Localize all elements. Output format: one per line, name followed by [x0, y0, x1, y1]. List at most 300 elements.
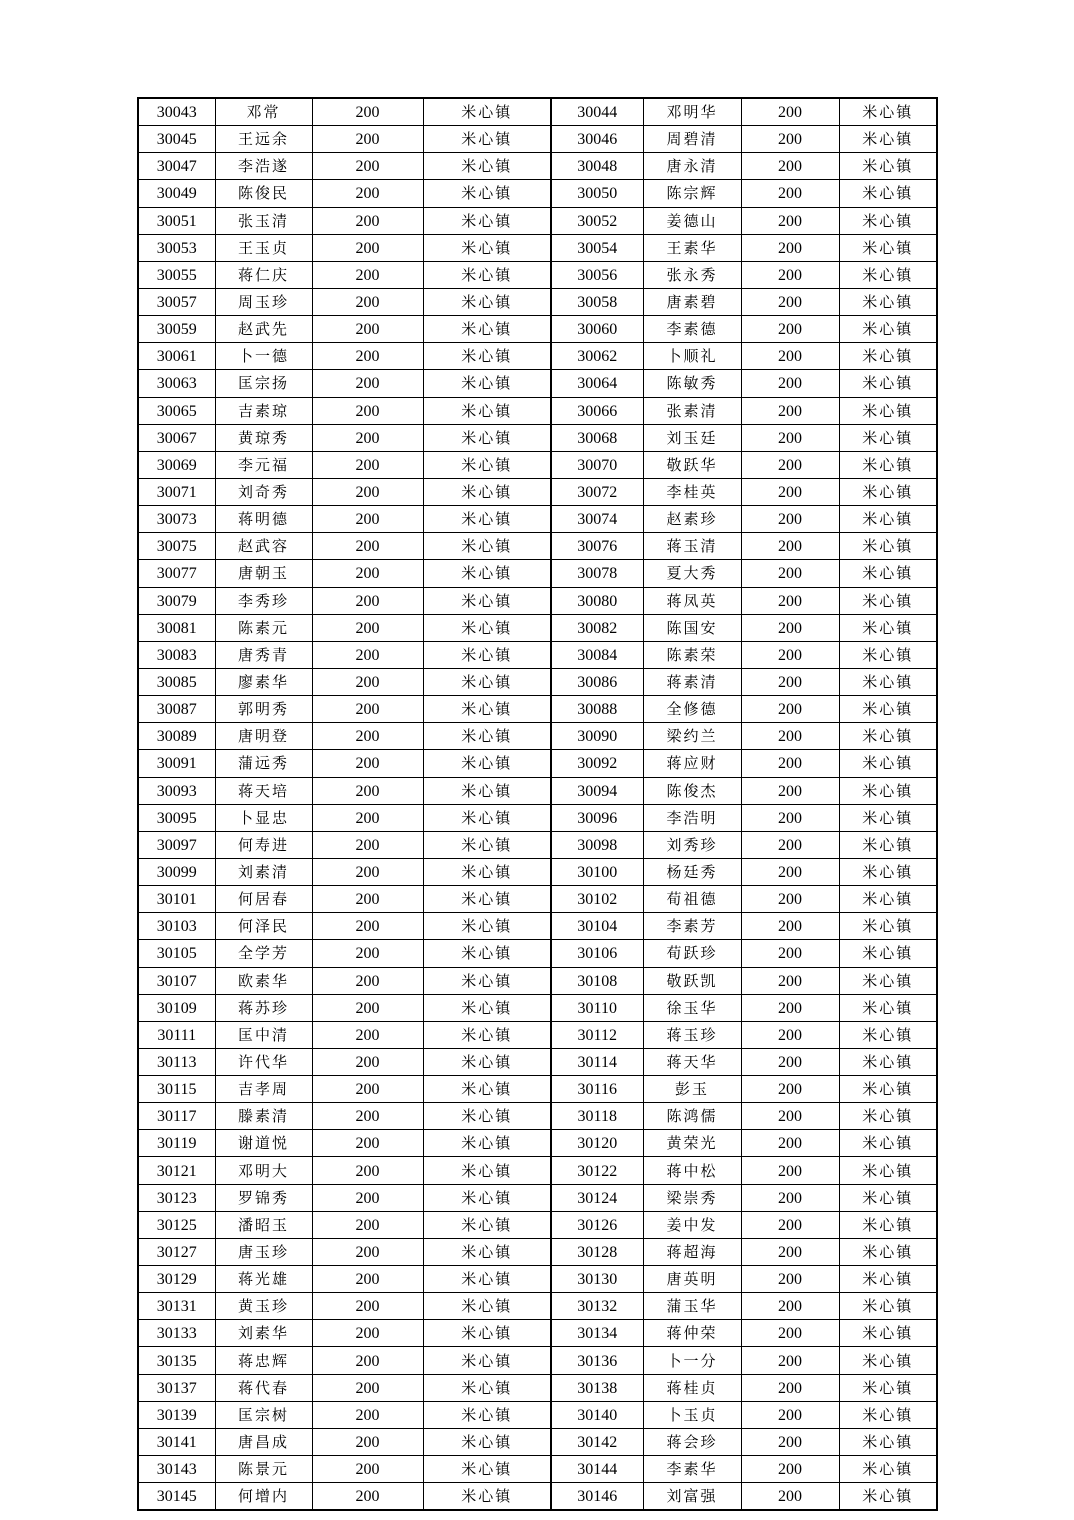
record-id-cell: 30140	[551, 1401, 643, 1428]
amount-cell: 200	[741, 777, 839, 804]
town-cell: 米心镇	[839, 1211, 937, 1238]
amount-cell: 200	[312, 1483, 423, 1511]
town-cell: 米心镇	[423, 886, 551, 913]
town-cell: 米心镇	[423, 261, 551, 288]
person-name-cell: 陈敏秀	[643, 370, 741, 397]
record-id-cell: 30064	[551, 370, 643, 397]
record-id-cell: 30084	[551, 641, 643, 668]
table-row	[138, 98, 937, 126]
town-cell: 米心镇	[423, 587, 551, 614]
person-name-cell: 郭明秀	[215, 696, 312, 723]
amount-cell: 200	[741, 1238, 839, 1265]
person-name-cell: 刘素清	[215, 858, 312, 885]
person-name-cell: 滕素清	[215, 1103, 312, 1130]
town-cell: 米心镇	[423, 370, 551, 397]
record-id-cell: 30071	[138, 478, 215, 505]
record-id-cell: 30066	[551, 397, 643, 424]
person-name-cell: 蒋超海	[643, 1238, 741, 1265]
town-cell: 米心镇	[839, 1103, 937, 1130]
table-row	[138, 1320, 937, 1347]
amount-cell: 200	[741, 994, 839, 1021]
person-name-cell: 荀跃珍	[643, 940, 741, 967]
town-cell: 米心镇	[423, 750, 551, 777]
amount-cell: 200	[312, 940, 423, 967]
town-cell: 米心镇	[423, 723, 551, 750]
record-id-cell: 30120	[551, 1130, 643, 1157]
amount-cell: 200	[312, 1048, 423, 1075]
town-cell: 米心镇	[423, 1103, 551, 1130]
person-name-cell: 唐玉珍	[215, 1238, 312, 1265]
record-id-cell: 30122	[551, 1157, 643, 1184]
amount-cell: 200	[312, 913, 423, 940]
amount-cell: 200	[312, 560, 423, 587]
table-row	[138, 587, 937, 614]
town-cell: 米心镇	[839, 1184, 937, 1211]
record-id-cell: 30095	[138, 804, 215, 831]
person-name-cell: 蒋玉清	[643, 533, 741, 560]
amount-cell: 200	[312, 1401, 423, 1428]
table-row	[138, 180, 937, 207]
person-name-cell: 陈素荣	[643, 641, 741, 668]
amount-cell: 200	[312, 478, 423, 505]
town-cell: 米心镇	[839, 126, 937, 153]
town-cell: 米心镇	[423, 1401, 551, 1428]
record-id-cell: 30112	[551, 1021, 643, 1048]
table-row	[138, 234, 937, 261]
record-id-cell: 30129	[138, 1266, 215, 1293]
town-cell: 米心镇	[839, 180, 937, 207]
town-cell: 米心镇	[839, 1021, 937, 1048]
table-row	[138, 1428, 937, 1455]
amount-cell: 200	[312, 1266, 423, 1293]
record-id-cell: 30130	[551, 1266, 643, 1293]
record-id-cell: 30133	[138, 1320, 215, 1347]
amount-cell: 200	[312, 1211, 423, 1238]
amount-cell: 200	[741, 614, 839, 641]
record-id-cell: 30058	[551, 288, 643, 315]
town-cell: 米心镇	[839, 994, 937, 1021]
amount-cell: 200	[312, 126, 423, 153]
record-id-cell: 30072	[551, 478, 643, 505]
table-row	[138, 668, 937, 695]
town-cell: 米心镇	[423, 668, 551, 695]
record-id-cell: 30100	[551, 858, 643, 885]
record-id-cell: 30144	[551, 1456, 643, 1483]
amount-cell: 200	[312, 1347, 423, 1374]
amount-cell: 200	[741, 560, 839, 587]
amount-cell: 200	[312, 804, 423, 831]
town-cell: 米心镇	[839, 858, 937, 885]
town-cell: 米心镇	[423, 696, 551, 723]
record-id-cell: 30053	[138, 234, 215, 261]
table-row	[138, 126, 937, 153]
town-cell: 米心镇	[423, 1374, 551, 1401]
amount-cell: 200	[741, 1184, 839, 1211]
town-cell: 米心镇	[839, 614, 937, 641]
town-cell: 米心镇	[839, 397, 937, 424]
town-cell: 米心镇	[423, 1293, 551, 1320]
record-id-cell: 30094	[551, 777, 643, 804]
town-cell: 米心镇	[423, 1266, 551, 1293]
town-cell: 米心镇	[423, 1347, 551, 1374]
person-name-cell: 李素芳	[643, 913, 741, 940]
record-id-cell: 30114	[551, 1048, 643, 1075]
record-id-cell: 30088	[551, 696, 643, 723]
roster-body	[138, 98, 937, 1510]
town-cell: 米心镇	[839, 668, 937, 695]
amount-cell: 200	[741, 1483, 839, 1511]
record-id-cell: 30124	[551, 1184, 643, 1211]
record-id-cell: 30127	[138, 1238, 215, 1265]
amount-cell: 200	[741, 261, 839, 288]
record-id-cell: 30102	[551, 886, 643, 913]
amount-cell: 200	[312, 886, 423, 913]
record-id-cell: 30111	[138, 1021, 215, 1048]
town-cell: 米心镇	[423, 1076, 551, 1103]
person-name-cell: 徐玉华	[643, 994, 741, 1021]
amount-cell: 200	[312, 397, 423, 424]
amount-cell: 200	[312, 370, 423, 397]
town-cell: 米心镇	[839, 913, 937, 940]
person-name-cell: 周碧清	[643, 126, 741, 153]
table-row	[138, 777, 937, 804]
town-cell: 米心镇	[839, 1456, 937, 1483]
table-row	[138, 316, 937, 343]
town-cell: 米心镇	[839, 641, 937, 668]
amount-cell: 200	[741, 831, 839, 858]
record-id-cell: 30132	[551, 1293, 643, 1320]
person-name-cell: 王素华	[643, 234, 741, 261]
record-id-cell: 30118	[551, 1103, 643, 1130]
town-cell: 米心镇	[423, 940, 551, 967]
record-id-cell: 30054	[551, 234, 643, 261]
town-cell: 米心镇	[839, 777, 937, 804]
town-cell: 米心镇	[423, 1157, 551, 1184]
record-id-cell: 30137	[138, 1374, 215, 1401]
table-row	[138, 506, 937, 533]
amount-cell: 200	[741, 696, 839, 723]
person-name-cell: 陈景元	[215, 1456, 312, 1483]
amount-cell: 200	[741, 804, 839, 831]
amount-cell: 200	[312, 831, 423, 858]
amount-cell: 200	[741, 343, 839, 370]
record-id-cell: 30106	[551, 940, 643, 967]
record-id-cell: 30101	[138, 886, 215, 913]
town-cell: 米心镇	[423, 234, 551, 261]
town-cell: 米心镇	[839, 1048, 937, 1075]
person-name-cell: 张素清	[643, 397, 741, 424]
record-id-cell: 30050	[551, 180, 643, 207]
amount-cell: 200	[312, 424, 423, 451]
amount-cell: 200	[741, 1428, 839, 1455]
record-id-cell: 30043	[138, 98, 215, 126]
person-name-cell: 蒋苏珍	[215, 994, 312, 1021]
town-cell: 米心镇	[423, 533, 551, 560]
town-cell: 米心镇	[839, 261, 937, 288]
person-name-cell: 王玉贞	[215, 234, 312, 261]
person-name-cell: 蒋代春	[215, 1374, 312, 1401]
table-row	[138, 858, 937, 885]
person-name-cell: 吉孝周	[215, 1076, 312, 1103]
town-cell: 米心镇	[423, 1456, 551, 1483]
record-id-cell: 30119	[138, 1130, 215, 1157]
table-row	[138, 1347, 937, 1374]
table-row	[138, 288, 937, 315]
table-row	[138, 641, 937, 668]
person-name-cell: 李浩遂	[215, 153, 312, 180]
table-row	[138, 1048, 937, 1075]
record-id-cell: 30107	[138, 967, 215, 994]
amount-cell: 200	[741, 1157, 839, 1184]
record-id-cell: 30056	[551, 261, 643, 288]
amount-cell: 200	[312, 261, 423, 288]
person-name-cell: 唐朝玉	[215, 560, 312, 587]
person-name-cell: 黄玉珍	[215, 1293, 312, 1320]
town-cell: 米心镇	[423, 804, 551, 831]
person-name-cell: 彭玉	[643, 1076, 741, 1103]
record-id-cell: 30067	[138, 424, 215, 451]
town-cell: 米心镇	[839, 1401, 937, 1428]
person-name-cell: 李秀珍	[215, 587, 312, 614]
person-name-cell: 卜显忠	[215, 804, 312, 831]
record-id-cell: 30047	[138, 153, 215, 180]
person-name-cell: 李桂英	[643, 478, 741, 505]
amount-cell: 200	[741, 1130, 839, 1157]
record-id-cell: 30057	[138, 288, 215, 315]
amount-cell: 200	[741, 1320, 839, 1347]
person-name-cell: 蒋凤英	[643, 587, 741, 614]
amount-cell: 200	[312, 1238, 423, 1265]
person-name-cell: 刘素华	[215, 1320, 312, 1347]
person-name-cell: 李素华	[643, 1456, 741, 1483]
amount-cell: 200	[312, 343, 423, 370]
amount-cell: 200	[741, 668, 839, 695]
town-cell: 米心镇	[839, 696, 937, 723]
town-cell: 米心镇	[423, 1021, 551, 1048]
record-id-cell: 30044	[551, 98, 643, 126]
amount-cell: 200	[312, 587, 423, 614]
amount-cell: 200	[312, 1103, 423, 1130]
town-cell: 米心镇	[423, 994, 551, 1021]
town-cell: 米心镇	[423, 424, 551, 451]
person-name-cell: 陈素元	[215, 614, 312, 641]
town-cell: 米心镇	[423, 1184, 551, 1211]
amount-cell: 200	[741, 1076, 839, 1103]
person-name-cell: 唐秀青	[215, 641, 312, 668]
table-row	[138, 1293, 937, 1320]
person-name-cell: 蒋仁庆	[215, 261, 312, 288]
table-row	[138, 1238, 937, 1265]
town-cell: 米心镇	[423, 397, 551, 424]
amount-cell: 200	[312, 777, 423, 804]
amount-cell: 200	[312, 1076, 423, 1103]
amount-cell: 200	[312, 1428, 423, 1455]
person-name-cell: 杨廷秀	[643, 858, 741, 885]
town-cell: 米心镇	[839, 207, 937, 234]
amount-cell: 200	[741, 750, 839, 777]
town-cell: 米心镇	[839, 1347, 937, 1374]
town-cell: 米心镇	[839, 587, 937, 614]
table-row	[138, 1211, 937, 1238]
town-cell: 米心镇	[839, 1483, 937, 1511]
amount-cell: 200	[312, 234, 423, 261]
amount-cell: 200	[312, 533, 423, 560]
amount-cell: 200	[312, 180, 423, 207]
amount-cell: 200	[741, 1456, 839, 1483]
record-id-cell: 30099	[138, 858, 215, 885]
town-cell: 米心镇	[423, 913, 551, 940]
table-row	[138, 913, 937, 940]
town-cell: 米心镇	[423, 1320, 551, 1347]
town-cell: 米心镇	[839, 451, 937, 478]
person-name-cell: 吉素琼	[215, 397, 312, 424]
person-name-cell: 蒲玉华	[643, 1293, 741, 1320]
table-row	[138, 886, 937, 913]
town-cell: 米心镇	[839, 750, 937, 777]
town-cell: 米心镇	[423, 831, 551, 858]
record-id-cell: 30105	[138, 940, 215, 967]
person-name-cell: 赵武先	[215, 316, 312, 343]
person-name-cell: 周玉珍	[215, 288, 312, 315]
table-row	[138, 397, 937, 424]
amount-cell: 200	[741, 126, 839, 153]
person-name-cell: 陈俊民	[215, 180, 312, 207]
record-id-cell: 30075	[138, 533, 215, 560]
person-name-cell: 姜中发	[643, 1211, 741, 1238]
town-cell: 米心镇	[839, 560, 937, 587]
person-name-cell: 卜顺礼	[643, 343, 741, 370]
record-id-cell: 30081	[138, 614, 215, 641]
amount-cell: 200	[741, 967, 839, 994]
amount-cell: 200	[312, 858, 423, 885]
town-cell: 米心镇	[423, 1130, 551, 1157]
table-row	[138, 994, 937, 1021]
record-id-cell: 30096	[551, 804, 643, 831]
record-id-cell: 30104	[551, 913, 643, 940]
record-id-cell: 30069	[138, 451, 215, 478]
amount-cell: 200	[312, 668, 423, 695]
person-name-cell: 何增内	[215, 1483, 312, 1511]
town-cell: 米心镇	[839, 234, 937, 261]
amount-cell: 200	[741, 533, 839, 560]
person-name-cell: 罗锦秀	[215, 1184, 312, 1211]
person-name-cell: 唐昌成	[215, 1428, 312, 1455]
person-name-cell: 蒋忠辉	[215, 1347, 312, 1374]
record-id-cell: 30063	[138, 370, 215, 397]
person-name-cell: 唐永清	[643, 153, 741, 180]
person-name-cell: 蒋天培	[215, 777, 312, 804]
record-id-cell: 30141	[138, 1428, 215, 1455]
person-name-cell: 梁约兰	[643, 723, 741, 750]
person-name-cell: 张永秀	[643, 261, 741, 288]
table-row	[138, 1401, 937, 1428]
town-cell: 米心镇	[423, 98, 551, 126]
record-id-cell: 30139	[138, 1401, 215, 1428]
town-cell: 米心镇	[839, 804, 937, 831]
town-cell: 米心镇	[839, 1266, 937, 1293]
town-cell: 米心镇	[839, 478, 937, 505]
person-name-cell: 陈俊杰	[643, 777, 741, 804]
town-cell: 米心镇	[839, 506, 937, 533]
record-id-cell: 30062	[551, 343, 643, 370]
town-cell: 米心镇	[423, 478, 551, 505]
person-name-cell: 荀祖德	[643, 886, 741, 913]
town-cell: 米心镇	[839, 424, 937, 451]
town-cell: 米心镇	[423, 560, 551, 587]
town-cell: 米心镇	[839, 316, 937, 343]
table-row	[138, 831, 937, 858]
record-id-cell: 30080	[551, 587, 643, 614]
amount-cell: 200	[312, 641, 423, 668]
table-row	[138, 1184, 937, 1211]
table-row	[138, 370, 937, 397]
person-name-cell: 敬跃凯	[643, 967, 741, 994]
town-cell: 米心镇	[423, 1238, 551, 1265]
record-id-cell: 30076	[551, 533, 643, 560]
record-id-cell: 30055	[138, 261, 215, 288]
record-id-cell: 30074	[551, 506, 643, 533]
town-cell: 米心镇	[423, 451, 551, 478]
town-cell: 米心镇	[839, 940, 937, 967]
record-id-cell: 30142	[551, 1428, 643, 1455]
record-id-cell: 30103	[138, 913, 215, 940]
town-cell: 米心镇	[839, 1320, 937, 1347]
amount-cell: 200	[741, 288, 839, 315]
table-row	[138, 1130, 937, 1157]
person-name-cell: 姜德山	[643, 207, 741, 234]
amount-cell: 200	[741, 886, 839, 913]
amount-cell: 200	[741, 506, 839, 533]
record-id-cell: 30060	[551, 316, 643, 343]
record-id-cell: 30115	[138, 1076, 215, 1103]
amount-cell: 200	[312, 316, 423, 343]
record-id-cell: 30121	[138, 1157, 215, 1184]
record-id-cell: 30143	[138, 1456, 215, 1483]
town-cell: 米心镇	[423, 777, 551, 804]
town-cell: 米心镇	[423, 967, 551, 994]
table-row	[138, 1103, 937, 1130]
table-row	[138, 1374, 937, 1401]
table-row	[138, 153, 937, 180]
table-row	[138, 560, 937, 587]
table-row	[138, 967, 937, 994]
table-row	[138, 1456, 937, 1483]
record-id-cell: 30090	[551, 723, 643, 750]
amount-cell: 200	[312, 1184, 423, 1211]
amount-cell: 200	[741, 397, 839, 424]
town-cell: 米心镇	[839, 98, 937, 126]
person-name-cell: 李元福	[215, 451, 312, 478]
table-row	[138, 750, 937, 777]
record-id-cell: 30110	[551, 994, 643, 1021]
amount-cell: 200	[741, 1021, 839, 1048]
amount-cell: 200	[741, 1266, 839, 1293]
town-cell: 米心镇	[423, 207, 551, 234]
person-name-cell: 何泽民	[215, 913, 312, 940]
table-row	[138, 343, 937, 370]
table-row	[138, 940, 937, 967]
table-row	[138, 723, 937, 750]
amount-cell: 200	[312, 451, 423, 478]
record-id-cell: 30126	[551, 1211, 643, 1238]
person-name-cell: 蒋天华	[643, 1048, 741, 1075]
record-id-cell: 30046	[551, 126, 643, 153]
table-row	[138, 1021, 937, 1048]
town-cell: 米心镇	[839, 1293, 937, 1320]
record-id-cell: 30131	[138, 1293, 215, 1320]
amount-cell: 200	[741, 424, 839, 451]
record-id-cell: 30061	[138, 343, 215, 370]
